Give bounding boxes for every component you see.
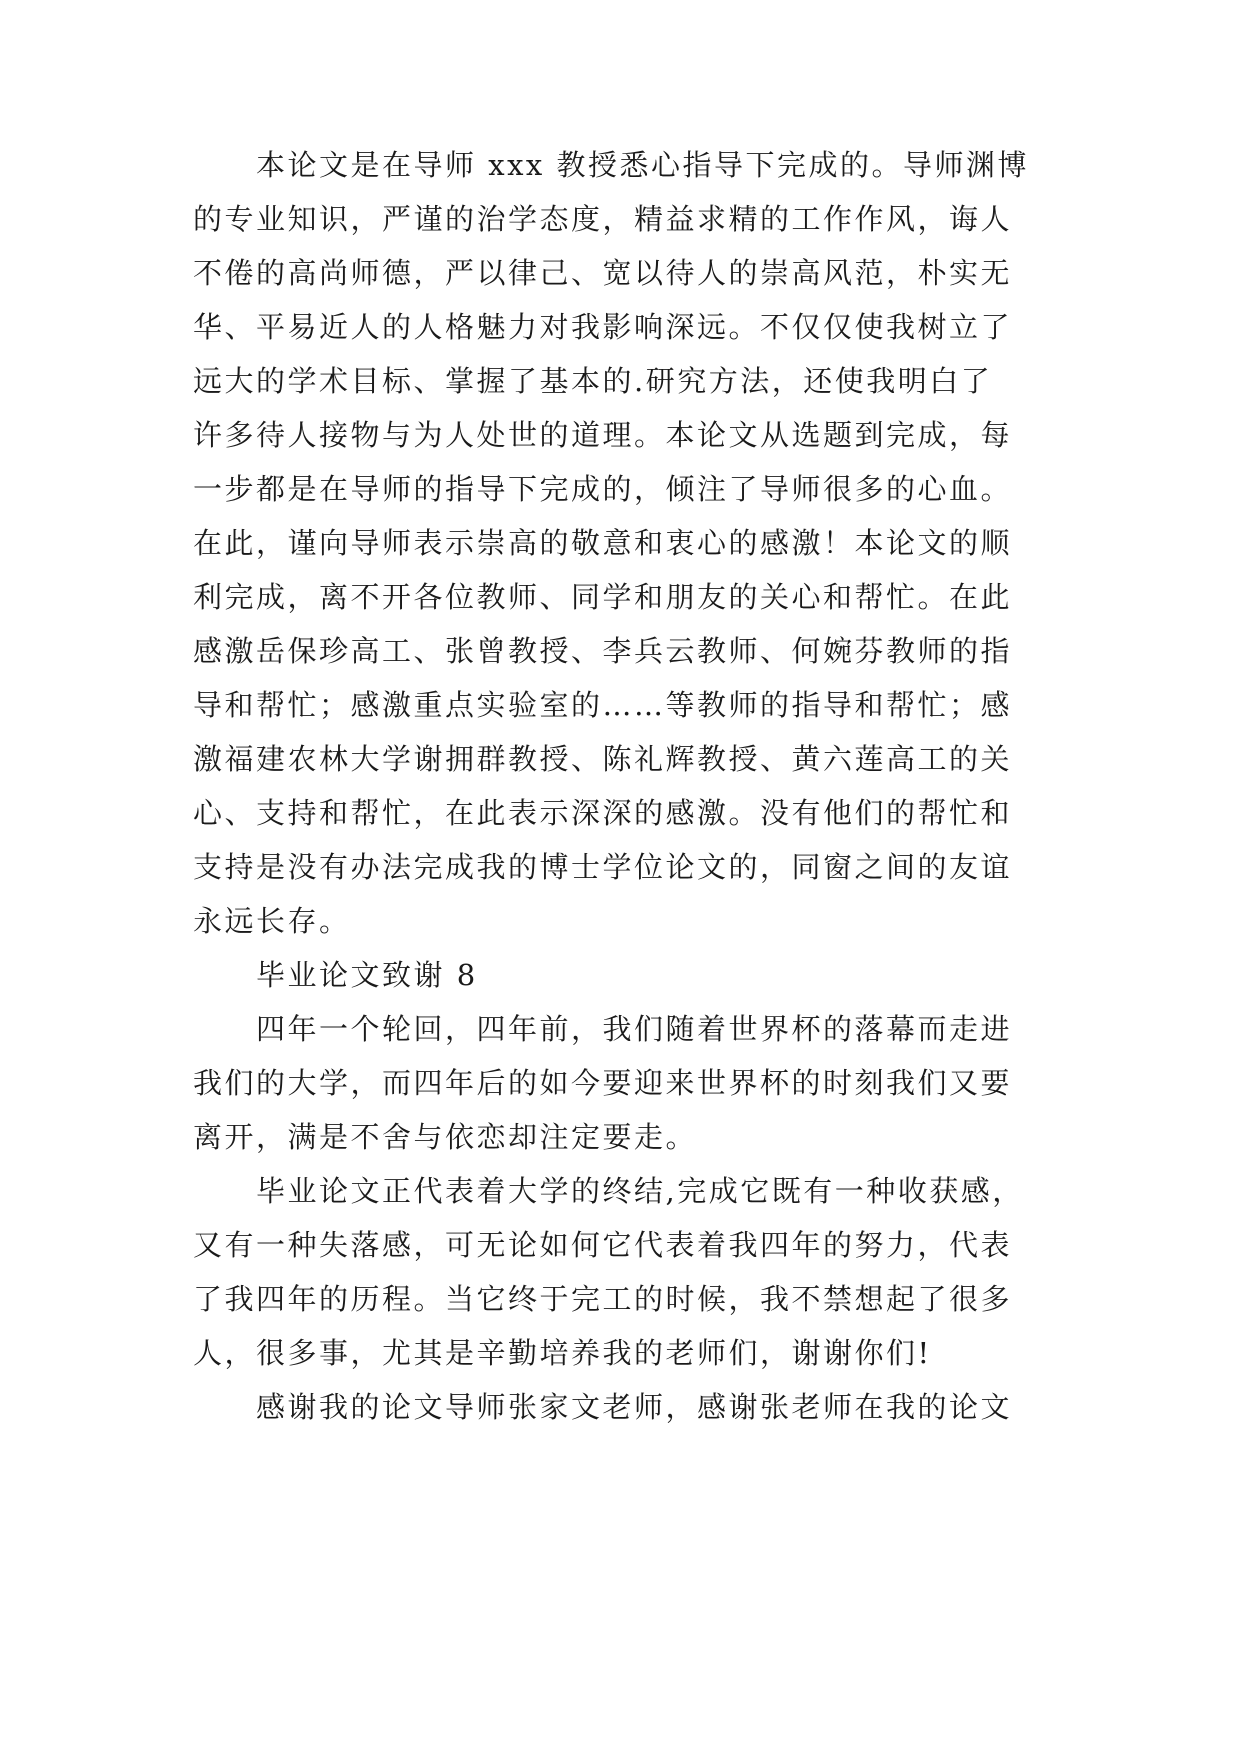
paragraph-line: 在此，谨向导师表示崇高的敬意和衷心的感激！本论文的顺 bbox=[193, 526, 1013, 560]
paragraph-line: 本论文是在导师 xxx 教授悉心指导下完成的。导师渊博 bbox=[256, 148, 1030, 182]
paragraph-line: 永远长存。 bbox=[193, 904, 351, 938]
paragraph-line: 不倦的高尚师德，严以律己、宽以待人的崇高风范，朴实无 bbox=[193, 256, 1013, 290]
paragraph-line: 感激岳保珍高工、张曾教授、李兵云教师、何婉芬教师的指 bbox=[193, 634, 1013, 668]
paragraph-line: 又有一种失落感，可无论如何它代表着我四年的努力，代表 bbox=[193, 1228, 1013, 1262]
paragraph-line: 华、平易近人的人格魅力对我影响深远。不仅仅使我树立了 bbox=[193, 310, 1013, 344]
paragraph-line: 导和帮忙；感激重点实验室的……等教师的指导和帮忙；感 bbox=[193, 688, 1013, 722]
paragraph-line: 心、支持和帮忙，在此表示深深的感激。没有他们的帮忙和 bbox=[193, 796, 1013, 830]
paragraph-line: 人，很多事，尤其是辛勤培养我的老师们，谢谢你们! bbox=[193, 1336, 932, 1370]
paragraph-line: 利完成，离不开各位教师、同学和朋友的关心和帮忙。在此 bbox=[193, 580, 1013, 614]
paragraph-line: 一步都是在导师的指导下完成的，倾注了导师很多的心血。 bbox=[193, 472, 1013, 506]
section-heading: 毕业论文致谢 8 bbox=[256, 958, 478, 992]
paragraph-line: 毕业论文正代表着大学的终结,完成它既有一种收获感， bbox=[256, 1174, 1024, 1208]
paragraph-line: 感谢我的论文导师张家文老师，感谢张老师在我的论文 bbox=[256, 1390, 1013, 1424]
paragraph-line: 离开，满是不舍与依恋却注定要走。 bbox=[193, 1120, 698, 1154]
paragraph-line: 的专业知识，严谨的治学态度，精益求精的工作作风，诲人 bbox=[193, 202, 1013, 236]
paragraph-line: 我们的大学，而四年后的如今要迎来世界杯的时刻我们又要 bbox=[193, 1066, 1013, 1100]
paragraph-line: 激福建农林大学谢拥群教授、陈礼辉教授、黄六莲高工的关 bbox=[193, 742, 1013, 776]
paragraph-line: 许多待人接物与为人处世的道理。本论文从选题到完成，每 bbox=[193, 418, 1013, 452]
paragraph-line: 远大的学术目标、掌握了基本的.研究方法，还使我明白了 bbox=[193, 364, 993, 398]
paragraph-line: 四年一个轮回，四年前，我们随着世界杯的落幕而走进 bbox=[256, 1012, 1013, 1046]
paragraph-line: 支持是没有办法完成我的博士学位论文的，同窗之间的友谊 bbox=[193, 850, 1013, 884]
paragraph-line: 了我四年的历程。当它终于完工的时候，我不禁想起了很多 bbox=[193, 1282, 1013, 1316]
